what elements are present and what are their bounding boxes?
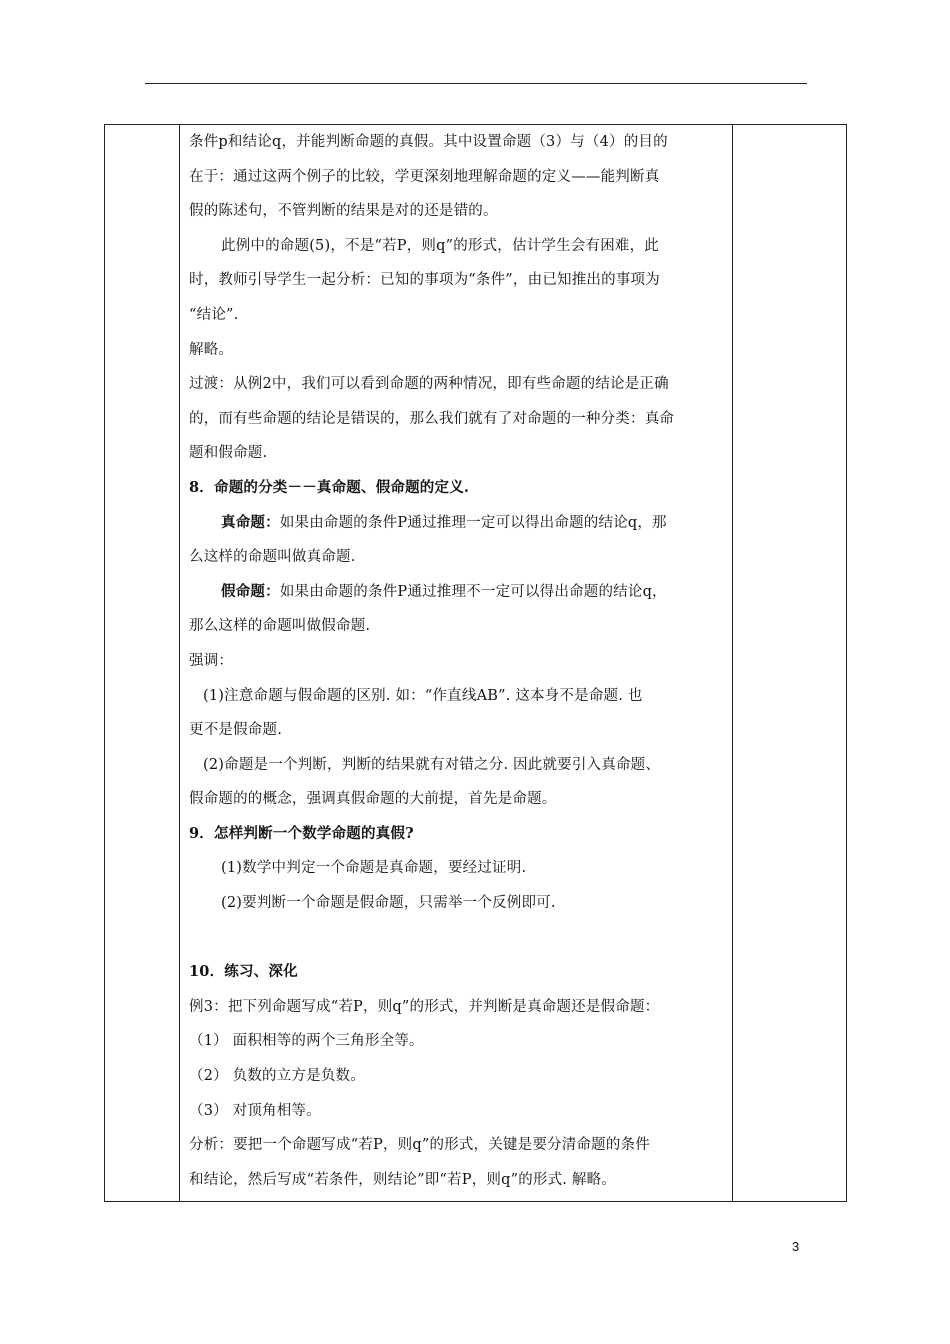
- section-heading-10: 10．练习、深化: [189, 963, 298, 981]
- lesson-table: [104, 124, 847, 1202]
- definition-text: 如果由命题的条件P通过推理不一定可以得出命题的结论q，: [279, 583, 667, 600]
- definition-text: 如果由命题的条件P通过推理一定可以得出命题的结论q，那: [279, 514, 667, 531]
- text-line: 假命题的的概念，强调真假命题的大前提，首先是命题。: [189, 791, 557, 808]
- term-true-proposition: 真命题：: [221, 513, 280, 531]
- section-heading-9: 9．怎样判断一个数学命题的真假?: [189, 824, 414, 842]
- text-line: 此例中的命题(5)，不是“若P，则q”的形式，估计学生会有困难，此: [221, 237, 660, 254]
- text-line: 在于：通过这两个例子的比较，学更深刻地理解命题的定义——能判断真: [189, 168, 660, 185]
- list-item: （1） 面积相等的两个三角形全等。: [189, 1033, 424, 1050]
- text-line: 例3：把下列命题写成“若P，则q”的形式，并判断是真命题还是假命题：: [189, 998, 660, 1015]
- text-line: 题和假命题.: [189, 445, 268, 462]
- page-number: 3: [792, 1239, 800, 1254]
- text-line: 解略。: [189, 341, 234, 358]
- text-line: (2)要判断一个命题是假命题，只需举一个反例即可.: [221, 895, 556, 912]
- text-line: [189, 575, 730, 610]
- text-line: 时，教师引导学生一起分析：已知的事项为“条件”，由已知推出的事项为: [189, 272, 660, 289]
- text-line: 假的陈述句，不管判断的结果是对的还是错的。: [189, 203, 498, 220]
- text-line: 么这样的命题叫做真命题.: [189, 549, 356, 566]
- text-line: 条件p和结论q，并能判断命题的真假。其中设置命题（3）与（4）的目的: [189, 134, 668, 150]
- text-line: 分析：要把一个命题写成“若P，则q”的形式，关键是要分清命题的条件: [189, 1137, 650, 1154]
- column-divider-right: [732, 125, 733, 1201]
- text-line: (2)命题是一个判断，判断的结果就有对错之分. 因此就要引入真命题、: [203, 756, 661, 773]
- section-heading-8: 8．命题的分类－－真命题、假命题的定义.: [189, 478, 470, 496]
- text-line: [189, 506, 730, 541]
- list-item: （2） 负数的立方是负数。: [189, 1068, 365, 1085]
- column-divider-left: [179, 125, 180, 1201]
- text-line: “结论”.: [189, 306, 239, 323]
- list-item: （3） 对顶角相等。: [189, 1102, 321, 1119]
- blank-line: [189, 921, 730, 956]
- text-line: 过渡：从例2中，我们可以看到命题的两种情况，即有些命题的结论是正确: [189, 376, 669, 393]
- text-line: 更不是假命题.: [189, 722, 283, 739]
- term-false-proposition: 假命题：: [221, 582, 280, 600]
- text-line: (1)注意命题与假命题的区别. 如：“作直线AB”. 这本身不是命题. 也: [203, 687, 643, 704]
- text-line: 和结论，然后写成“若条件，则结论”即“若P，则q”的形式. 解略。: [189, 1171, 617, 1188]
- header-rule: [145, 83, 807, 84]
- text-line: (1)数学中判定一个命题是真命题，要经过证明.: [221, 860, 527, 877]
- text-line: 的，而有些命题的结论是错误的，那么我们就有了对命题的一种分类：真命: [189, 410, 675, 427]
- lesson-content-cell: [189, 125, 730, 1197]
- text-line: 那么这样的命题叫做假命题.: [189, 618, 371, 635]
- text-line: 强调：: [189, 652, 234, 669]
